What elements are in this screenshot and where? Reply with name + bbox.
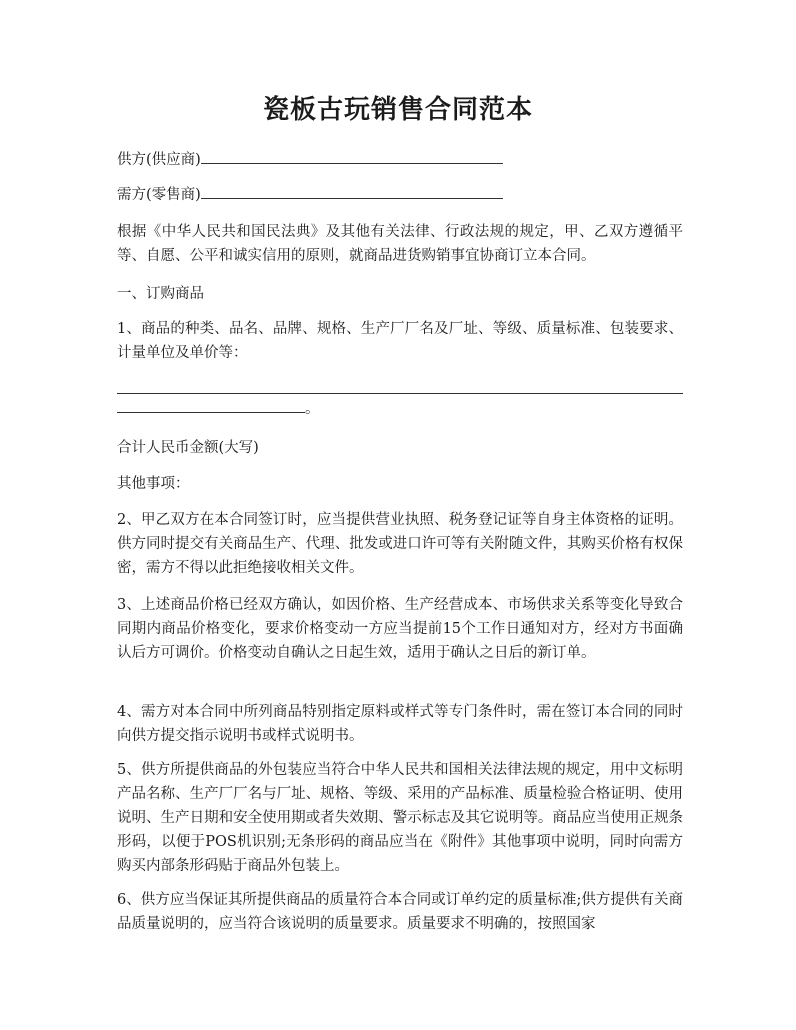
section1-heading: 一、订购商品: [117, 286, 204, 302]
buyer-blank[interactable]: [201, 184, 503, 199]
goods-blank-end: 。: [305, 401, 320, 417]
document-title: 瓷板古玩销售合同范本: [262, 95, 533, 125]
other-items-label: 其他事项：: [117, 476, 190, 492]
clause-2: 2、甲乙双方在本合同签订时，应当提供营业执照、税务登记证等自身主体资格的证明。供方同时提交有关商品生产、代理、批发或进口许可等有关附随文件，其购买价格有权保密，需方不得以此拒绝接收相关文件。: [117, 512, 683, 576]
total-amount-label: 合计人民币金额(大写): [117, 440, 259, 456]
clause-4: 4、需方对本合同中所列商品特别指定原料或样式等专门条件时，需在签订本合同的同时向供方提交指示说明书或样式说明书。: [117, 704, 683, 744]
intro-paragraph: 根据《中华人民共和国民法典》及其他有关法律、行政法规的规定，甲、乙双方遵循平等、自愿、公平和诚实信用的原则，就商品进货购销事宜协商订立本合同。: [117, 224, 683, 264]
clause-5: 5、供方所提供商品的外包装应当符合中华人民共和国相关法律法规的规定，用中文标明产品名称、生产厂厂名与厂址、规格、等级、采用的产品标准、质量检验合格证明、使用说明、生产日期和安全使用期或者失效期、警示标志及其它说明等。商品应当使用正规条形码，以便于POS机识别;无条形码的商品应当在《附件》其他事项中说明，同时向需方购买内部条形码贴于商品外包装上。: [117, 762, 683, 874]
clause-6: 6、供方应当保证其所提供商品的质量符合本合同或订单约定的质量标准;供方提供有关商品质量说明的，应当符合该说明的质量要求。质量要求不明确的，按照国家: [117, 892, 683, 932]
supplier-line: [117, 149, 503, 172]
goods-blank-line-2: [117, 398, 320, 421]
clause-1: 1、商品的种类、品名、品牌、规格、生产厂厂名及厂址、等级、质量标准、包装要求、计量单位及单价等：: [117, 321, 683, 361]
supplier-label: 供方(供应商): [117, 152, 201, 168]
goods-blank-line-1[interactable]: [117, 393, 683, 394]
goods-blank[interactable]: [117, 398, 305, 413]
buyer-label: 需方(零售商): [117, 187, 201, 203]
buyer-line: [117, 184, 503, 207]
clause-3: 3、上述商品价格已经双方确认，如因价格、生产经营成本、市场供求关系等变化导致合同期内商品价格变化，要求价格变动一方应当提前15个工作日通知对方，经对方书面确认后方可调价。价格变动自确认之日起生效，适用于确认之日后的新订单。: [117, 597, 683, 661]
supplier-blank[interactable]: [201, 149, 503, 164]
